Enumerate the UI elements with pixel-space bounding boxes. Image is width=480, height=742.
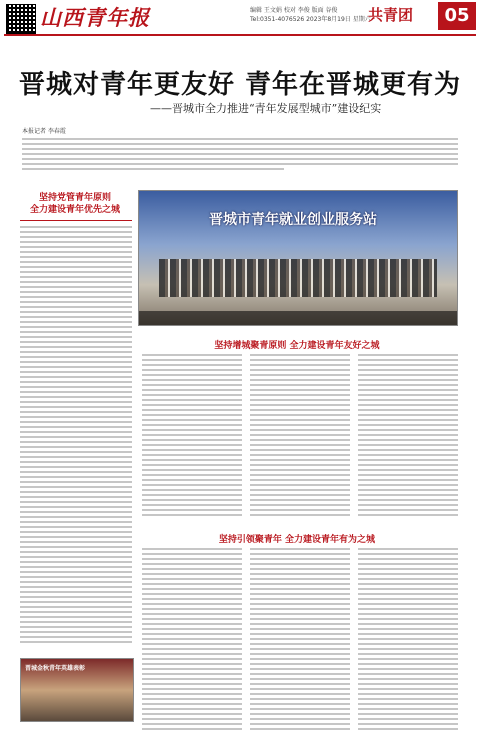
photo-banner-title: 晋城市青年就业创业服务站 [209, 212, 377, 228]
section2-col2 [250, 548, 350, 733]
header-info-editors: 编辑 王文娟 校对 李俊 版面 谷俊 [250, 7, 338, 14]
intro-text [22, 138, 458, 173]
section2-col3 [358, 548, 458, 733]
section1-col3 [358, 354, 458, 519]
main-headline: 晋城对青年更友好 青年在晋城更有为 [18, 70, 462, 100]
sidebar-heading-line1: 坚持党管青年原则 [38, 193, 111, 203]
photo-people [159, 259, 437, 297]
header-rule [4, 34, 476, 36]
header-info [250, 6, 371, 24]
page-number: 05 [438, 2, 476, 30]
qr-code [6, 4, 36, 34]
byline: 本报记者 李春霞 [22, 128, 66, 135]
event-photo [138, 190, 458, 326]
sidebar-body-text [20, 226, 132, 646]
section-heading-1: 坚持增城聚青原则 全力建设青年友好之城 [214, 341, 380, 351]
section1-col1 [142, 354, 242, 519]
sub-headline: ——晋城市全力推进“青年发展型城市”建设纪实 [150, 102, 382, 115]
photo-caption [139, 311, 457, 325]
header-info-date: Tel:0351-4076526 2023年8月19日 星期六 [250, 16, 371, 23]
sidebar-heading [20, 192, 130, 216]
secondary-photo [20, 658, 134, 722]
secondary-photo-title: 晋城金秋青年英雄表彰 [25, 665, 86, 672]
section2-col1 [142, 548, 242, 733]
section-heading-2: 坚持引领聚青年 全力建设青年有为之城 [218, 535, 376, 545]
section-name: 共青团 [368, 6, 414, 24]
sidebar-rule [20, 220, 132, 221]
masthead: 山西青年报 [40, 5, 150, 30]
sidebar-heading-line2: 全力建设青年优先之城 [29, 205, 120, 215]
section1-col2 [250, 354, 350, 519]
